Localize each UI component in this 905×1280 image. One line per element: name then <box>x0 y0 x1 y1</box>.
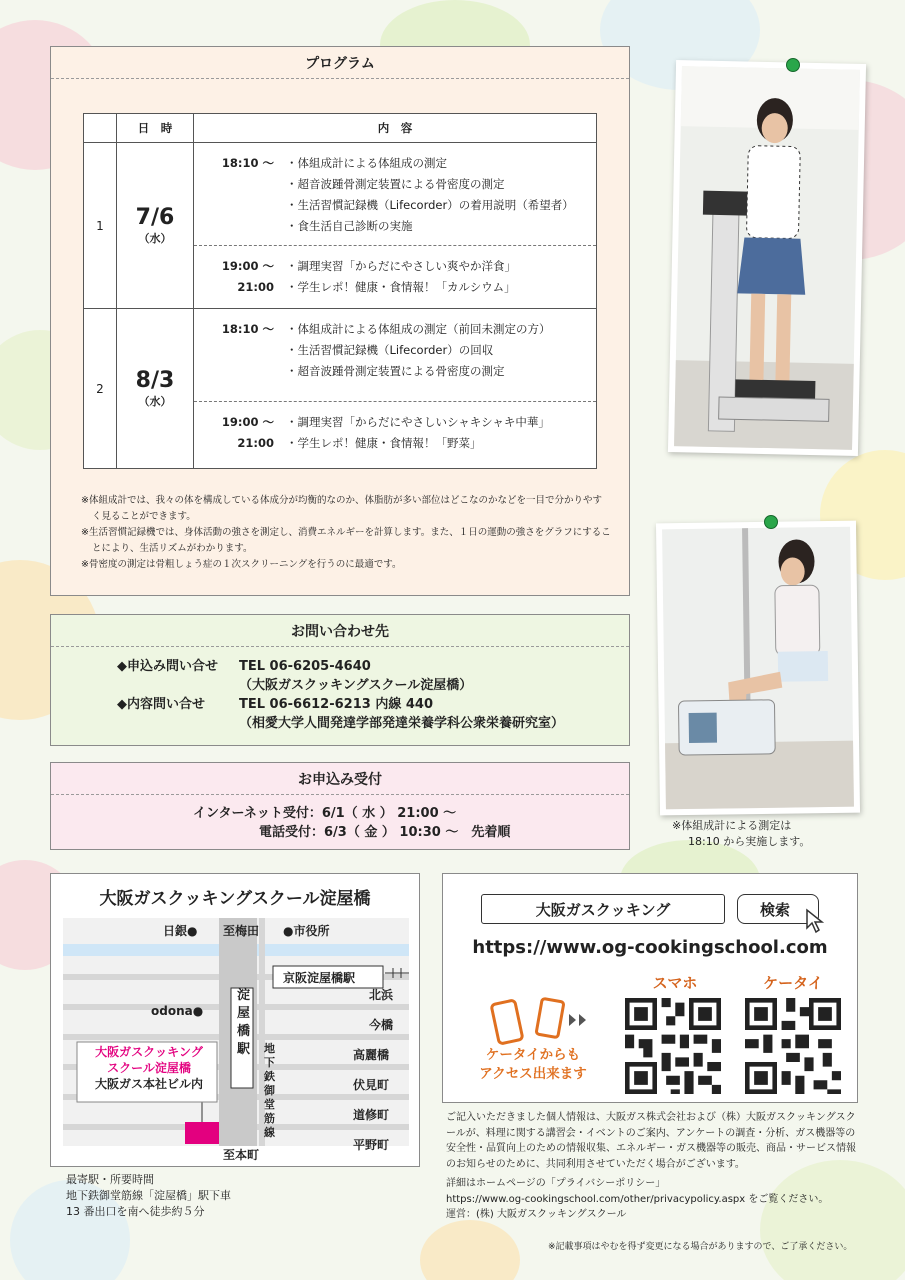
map-label-fushimimachi: 伏見町 <box>353 1078 390 1092</box>
list-item: ・食生活自己診断の実施 <box>286 219 413 233</box>
list-item: ・学生レポ！健康・食情報！「カルシウム」 <box>286 280 516 294</box>
cursor-icon <box>805 908 831 934</box>
map-label-odona: odona● <box>151 1004 204 1018</box>
map-label-shiyakusho: ●市役所 <box>283 924 330 938</box>
contact-org: （大阪ガスクッキングスクール淀屋橋） <box>239 678 473 693</box>
time-end: 21:00 <box>237 436 274 450</box>
map-label-koraibashi: 高麗橋 <box>353 1048 390 1062</box>
header-datetime: 日 時 <box>117 114 194 143</box>
privacy-notice: ご記入いただきました個人情報は、大阪ガス株式会社および（株）大阪ガスクッキングスクールが、料理に関する講習会・イベントのご案内、アンケートの調査・分析、ガス機器等の安全性・品質向上のための情報収集、エネルギー・ガス機器等の販売、商品・サービス情報のお知らせのために、共同利用させていただく場合がございます。 詳細はホームページの「プライバシーポリシー」 https://www.og-cookingschool.com/other/privacypolicy.aspx をご覧ください。 運営：(株) 大阪ガスクッキングスクール <box>446 1112 856 1220</box>
contact-label: ◆申込み問い合せ <box>117 659 218 674</box>
web-panel <box>442 873 858 1103</box>
session-weekday: （水） <box>138 394 172 408</box>
contact-row <box>51 657 629 695</box>
map-label-imabashi: 今橋 <box>369 1018 394 1032</box>
search-keyword-box[interactable]: 大阪ガスクッキング <box>481 894 725 924</box>
contact-tel: TEL 06-6612-6213 内線 440 <box>239 697 433 712</box>
apply-phone: 電話受付：6/3（ 金 ） 10:30 〜 先着順 <box>259 825 511 840</box>
qr-code-smartphone[interactable] <box>625 998 721 1094</box>
note: ※生活習慣記録機では、身体活動の強さを測定し、消費エネルギーを計算します。また、１日の運動の強さをグラフにすることにより、生活リズムがわかります。 <box>81 527 611 554</box>
session-number: 2 <box>84 309 117 469</box>
time-start: 18:10 〜 <box>221 322 274 336</box>
photo-caption: ※体組成計による測定は 18:10 から実施します。 <box>672 819 811 848</box>
search-button[interactable]: 検索 <box>737 894 819 924</box>
website-url[interactable]: https://www.og-cookingschool.com <box>472 937 828 958</box>
header-content: 内 容 <box>194 114 597 143</box>
list-item: ・調理実習「からだにやさしい爽やか洋食」 <box>286 259 516 273</box>
time-start: 19:00 〜 <box>221 415 274 429</box>
schedule-table <box>83 113 597 469</box>
photo-body-composition <box>668 60 866 456</box>
time-block <box>194 309 596 401</box>
mobile-phones-icon <box>483 996 593 1046</box>
list-item: ・生活習慣記録機（Lifecorder）の着用説明（希望者） <box>286 198 574 212</box>
list-item: ・生活習慣記録機（Lifecorder）の回収 <box>286 343 494 357</box>
session-date-cell <box>117 143 194 309</box>
access-info: 最寄駅・所要時間 地下鉄御堂筋線「淀屋橋」駅下車 13 番出口を南へ徒歩約５分 <box>66 1173 231 1218</box>
keitai-label: ケータイ <box>763 974 823 992</box>
contact-row <box>51 695 629 733</box>
time-start: 19:00 〜 <box>221 259 274 273</box>
contact-tel: TEL 06-6205-4640 <box>239 659 371 674</box>
map-panel <box>50 873 420 1167</box>
map-label-station: 淀屋橋駅 <box>237 988 251 1057</box>
note: ※骨密度の測定は骨粗しょう症の１次スクリーニングを行うのに最適です。 <box>81 559 402 570</box>
table-row <box>84 143 597 309</box>
school-location-label: 大阪ガスクッキング スクール淀屋橋 大阪ガス本社ビル内 <box>94 1045 203 1091</box>
mobile-access-text: ケータイからも アクセス出来ます <box>479 1047 587 1082</box>
session-date: 8/3 <box>135 367 175 393</box>
smartphone-label: スマホ <box>652 974 698 992</box>
list-item: ・学生レポ！健康・食情報！「野菜」 <box>286 436 482 450</box>
session-date: 7/6 <box>135 204 175 230</box>
contact-heading: お問い合わせ先 <box>51 615 629 647</box>
apply-internet: インターネット受付：6/1（ 水 ） 21:00 〜 <box>193 806 457 821</box>
pin-icon <box>764 515 778 529</box>
session-weekday: （水） <box>138 231 172 245</box>
qr-code-keitai[interactable] <box>745 998 841 1094</box>
map-label-hiranomachi: 平野町 <box>353 1138 390 1152</box>
map-label-doshomachi: 道修町 <box>353 1108 390 1122</box>
map-label-nichigin: 日銀● <box>163 924 198 938</box>
session-number: 1 <box>84 143 117 309</box>
list-item: ・超音波踵骨測定装置による骨密度の測定 <box>286 177 505 191</box>
map-label-kitahama: 北浜 <box>369 988 394 1002</box>
program-heading: プログラム <box>51 47 629 79</box>
time-block <box>194 143 596 245</box>
list-item: ・体組成計による体組成の測定 <box>286 156 447 170</box>
table-row <box>84 309 597 469</box>
list-item: ・体組成計による体組成の測定（前回未測定の方） <box>286 322 551 336</box>
program-panel <box>50 46 630 596</box>
apply-heading: お申込み受付 <box>51 763 629 795</box>
apply-panel <box>50 762 630 850</box>
map-label-to-hommachi: 至本町 <box>223 1148 260 1162</box>
pin-icon <box>786 58 800 72</box>
map-label-keihan: 京阪淀屋橋駅 <box>283 971 356 985</box>
contact-label: ◆内容問い合せ <box>117 697 205 712</box>
contact-panel <box>50 614 630 746</box>
time-start: 18:10 〜 <box>221 156 274 170</box>
map-label-subway: 地下鉄御堂筋線 <box>264 1042 275 1139</box>
program-notes <box>81 493 611 573</box>
footnote: ※記載事項はやむを得ず変更になる場合がありますので、ご了承ください。 <box>548 1242 853 1252</box>
privacy-link[interactable]: https://www.og-cookingschool.com/other/privacypolicy.aspx をご覧ください。 <box>446 1193 829 1205</box>
session-content <box>194 143 597 309</box>
list-item: ・超音波踵骨測定装置による骨密度の測定 <box>286 364 505 378</box>
person-standing-illustration <box>668 60 866 456</box>
map-label-to-umeda: 至梅田 <box>223 924 260 938</box>
list-item: ・調理実習「からだにやさしいシャキシャキ中華」 <box>286 415 550 429</box>
contact-org: （相愛大学人間発達学部発達栄養学科公衆栄養研究室） <box>239 716 565 731</box>
session-content <box>194 309 597 469</box>
time-block <box>194 245 596 308</box>
time-end: 21:00 <box>237 280 274 294</box>
map-title: 大阪ガスクッキングスクール淀屋橋 <box>99 889 371 909</box>
table-header-row <box>84 114 597 143</box>
time-block <box>194 401 596 468</box>
note: ※体組成計では、我々の体を構成している体成分が均衡的なのか、体脂肪が多い部位はどこなのかなどを一目で分かりやすく見ることができます。 <box>81 495 602 522</box>
session-date-cell <box>117 309 194 469</box>
person-seated-illustration <box>656 521 860 816</box>
photo-bone-density <box>656 521 860 816</box>
